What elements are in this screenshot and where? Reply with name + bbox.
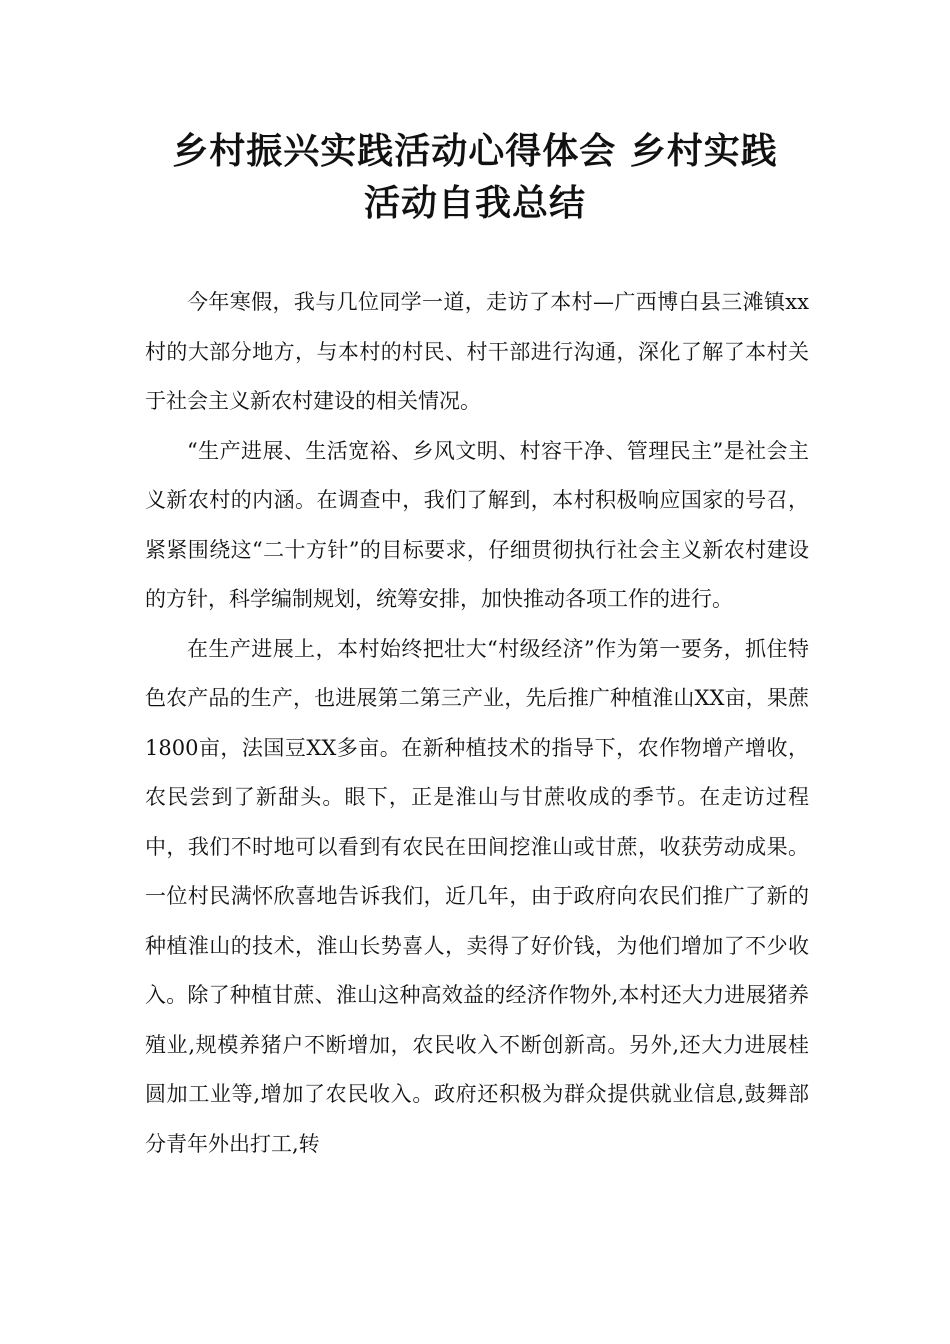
title-line-1: 乡村振兴实践活动心得体会 乡村实践 [172, 131, 778, 172]
document-body [145, 278, 809, 1169]
paragraph-3: 在生产进展上，本村始终把壮大“村级经济”作为第一要务，抓住特色农产品的生产，也进展第二第三产业，先后推广种植淮山XX亩，果蔗1800亩，法国豆XX多亩。在新种植技术的指导下，农作物增产增收，农民尝到了新甜头。眼下，正是淮山与甘蔗收成的季节。在走访过程中，我们不时地可以看到有农民在田间挖淮山或甘蔗，收获劳动成果。一位村民满怀欣喜地告诉我们，近几年，由于政府向农民们推广了新的种植淮山的技术，淮山长势喜人，卖得了好价钱，为他们增加了不少收入。除了种植甘蔗、淮山这种高效益的经济作物外,本村还大力进展猪养殖业,规模养猪户不断增加，农民收入不断创新高。另外,还大力进展桂圆加工业等,增加了农民收入。政府还积极为群众提供就业信息,鼓舞部分青年外出打工,转 [145, 636, 809, 1156]
paragraph-1: 今年寒假，我与几位同学一道，走访了本村—广西博白县三滩镇xx村的大部分地方，与本村的村民、村干部进行沟通，深化了解了本村关于社会主义新农村建设的相关情况。 [145, 290, 809, 413]
document-title [120, 126, 830, 230]
paragraph-2: “生产进展、生活宽裕、乡风文明、村容干净、管理民主”是社会主义新农村的内涵。在调查中，我们了解到，本村积极响应国家的号召，紧紧围绕这“二十方针”的目标要求，仔细贯彻执行社会主义新农村建设的方针，科学编制规划，统筹安排，加快推动各项工作的进行。 [145, 438, 809, 611]
title-line-2: 活动自我总结 [363, 183, 586, 224]
